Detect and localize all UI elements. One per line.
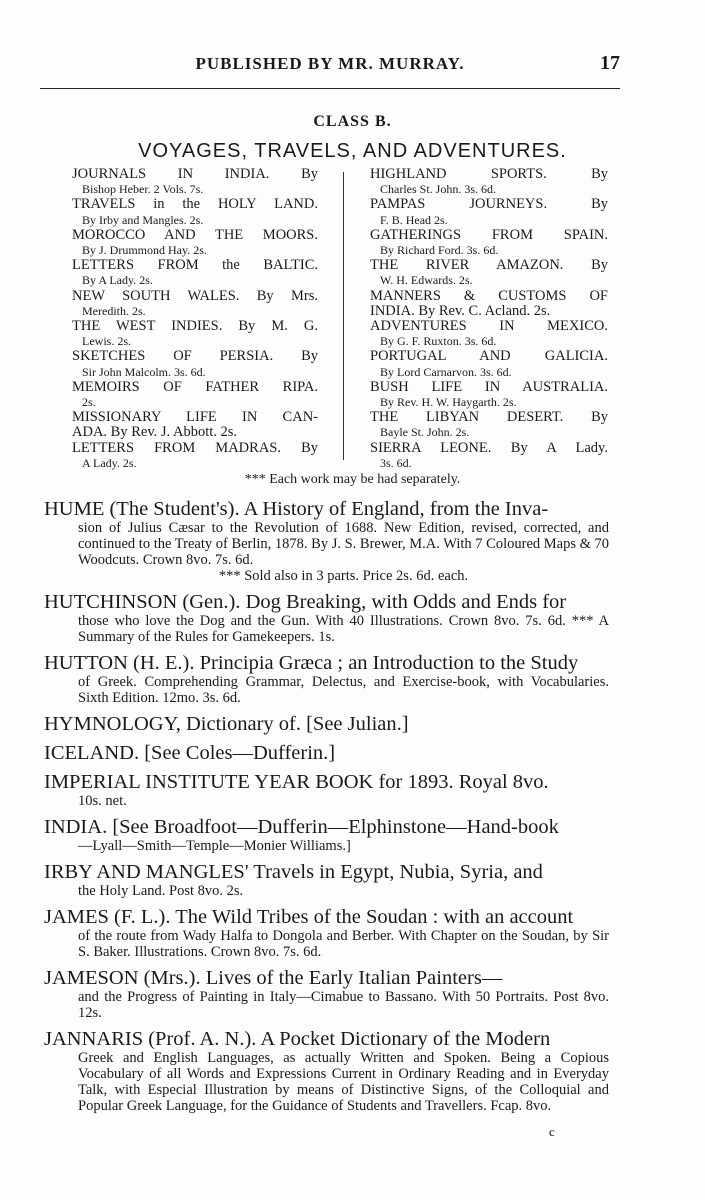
entry-heading: [44, 742, 609, 764]
catalogue-entry: [44, 1028, 609, 1114]
entry-heading: [44, 498, 609, 520]
catalogue-entry: [44, 713, 609, 735]
entry-description: the Holy Land. Post 8vo. 2s.: [78, 883, 244, 899]
entry-description: 10s. net.: [78, 793, 127, 809]
entry-description: those who love the Dog and the Gun. With 40 Illustrations. Crown 8vo. 7s. 6d. *** A Summary of the Rules for Gamekeepers. 1s.: [78, 613, 609, 645]
entry-name: HUME (The Student's).: [44, 498, 240, 520]
catalogue-item: [370, 228, 608, 258]
entry-heading: [44, 816, 609, 838]
catalogue-item: [72, 197, 318, 227]
item-title: HIGHLAND SPORTS. By: [370, 166, 608, 182]
catalogue-item: [370, 258, 608, 288]
item-author-price: By Richard Ford. 3s. 6d.: [380, 243, 499, 258]
entry-title: A History of England, from the Inva-: [243, 498, 549, 520]
entry-description: Greek and English Languages, as actually Written and Spoken. Being a Copious Vocabulary of all Words and Expressions Current in Ordinary Reading and in Everyday Talk, with Especial Illustration by means of Distinctive Signs, of the Colloquial and Popular Greek Language, for the Guidance of Students and Travellers. Fcap. 8vo.: [78, 1050, 609, 1114]
entry-name: HYMNOLOGY, Dictionary of.: [44, 713, 301, 735]
entry-heading: [44, 652, 609, 674]
catalogue-entry: [44, 816, 609, 854]
entry-heading: [44, 1028, 609, 1050]
section-title: VOYAGES, TRAVELS, AND ADVENTURES.: [138, 140, 567, 162]
entry-description: —Lyall—Smith—Temple—Monier Williams.]: [78, 838, 351, 854]
entry-heading: [44, 771, 609, 793]
entry-title: [See Broadfoot—Dufferin—Elphinstone—Hand-book: [112, 816, 559, 838]
catalogue-entry: [44, 742, 609, 764]
item-author-price: Sir John Malcolm. 3s. 6d.: [82, 364, 206, 379]
item-title: THE RIVER AMAZON. By: [370, 257, 608, 274]
item-title: PORTUGAL AND GALICIA.: [370, 348, 608, 365]
catalogue-entry: [44, 861, 609, 899]
entry-title: for 1893. Royal 8vo.: [378, 771, 549, 793]
corner-mark: c: [549, 1124, 555, 1139]
item-title: SKETCHES OF PERSIA. By: [72, 348, 318, 365]
item-title-continued: ADA. By Rev. J. Abbott. 2s.: [72, 424, 238, 441]
item-author-price: Bayle St. John. 2s.: [380, 425, 470, 440]
right-column: [370, 167, 608, 471]
catalogue-item: [72, 289, 318, 319]
item-title: MEMOIRS OF FATHER RIPA.: [72, 378, 318, 395]
entry-title: Travels in Egypt, Nubia, Syria, and: [253, 861, 543, 883]
item-author-price: By G. F. Ruxton. 3s. 6d.: [380, 334, 497, 349]
catalogue-entry: [44, 771, 609, 809]
page-number: 17: [600, 52, 620, 74]
entry-title: Lives of the Early Italian Painters—: [205, 967, 503, 989]
item-author-price: Charles St. John. 3s. 6d.: [380, 182, 497, 197]
item-title: JOURNALS IN INDIA. By: [72, 166, 318, 182]
entry-description: sion of Julius Cæsar to the Revolution of 1688. New Edition, revised, corrected, and continued to the Treaty of Berlin, 1878. By J. S. Brewer, M.A. With 7 Coloured Maps & 70 Woodcuts. Crown 8vo. 7s. 6d.: [78, 520, 610, 568]
item-title: NEW SOUTH WALES. By Mrs.: [72, 287, 318, 304]
item-author-price: W. H. Edwards. 2s.: [380, 273, 473, 288]
entry-heading: [44, 713, 609, 735]
item-author-price: Meredith. 2s.: [82, 303, 146, 318]
item-author-price: By Lord Carnarvon. 3s. 6d.: [380, 364, 512, 379]
item-title: THE LIBYAN DESERT. By: [370, 409, 608, 426]
item-title: TRAVELS in the HOLY LAND.: [72, 196, 318, 213]
item-title: GATHERINGS FROM SPAIN.: [370, 226, 608, 243]
item-title: SIERRA LEONE. By A Lady.: [370, 439, 608, 456]
item-title-continued: INDIA. By Rev. C. Acland. 2s.: [370, 302, 551, 319]
entry-heading: [44, 591, 609, 613]
entry-name: INDIA.: [44, 816, 108, 838]
catalogue-item: [72, 167, 318, 197]
catalogue-entries: [44, 498, 609, 1121]
entry-title: The Wild Tribes of the Soudan : with an account: [175, 906, 574, 928]
entry-heading: [44, 967, 609, 989]
item-title: MOROCCO AND THE MOORS.: [72, 226, 318, 243]
catalogue-item: [370, 167, 608, 197]
catalogue-item: [370, 197, 608, 227]
entry-note: *** Sold also in 3 parts. Price 2s. 6d. each.: [218, 568, 469, 584]
running-title: PUBLISHED BY MR. MURRAY.: [195, 54, 465, 73]
entry-name: IMPERIAL INSTITUTE YEAR BOOK: [44, 771, 374, 793]
catalogue-item: [72, 349, 318, 379]
catalogue-item: [72, 441, 318, 471]
catalogue-item: [370, 410, 608, 440]
item-title: THE WEST INDIES. By M. G.: [72, 318, 318, 335]
entry-name: JAMESON (Mrs.).: [44, 967, 201, 989]
catalogue-item: [72, 258, 318, 288]
item-author-price: By Rev. H. W. Haygarth. 2s.: [380, 395, 517, 410]
item-title: MANNERS & CUSTOMS OF: [370, 287, 608, 304]
catalogue-item: [370, 349, 608, 379]
entry-title: Dog Breaking, with Odds and Ends for: [245, 591, 567, 613]
catalogue-entry: [44, 498, 609, 584]
item-title: BUSH LIFE IN AUSTRALIA.: [370, 378, 608, 395]
class-title: CLASS B.: [313, 113, 392, 130]
entry-heading: [44, 906, 609, 928]
entry-heading: [44, 861, 609, 883]
entry-description: and the Progress of Painting in Italy—Cimabue to Bassano. With 50 Portraits. Post 8vo. 12s.: [78, 989, 609, 1021]
item-author-price: 2s.: [82, 395, 96, 410]
item-title: LETTERS FROM MADRAS. By: [72, 439, 318, 456]
entry-title: [See Coles—Dufferin.]: [144, 742, 336, 764]
entry-name: HUTCHINSON (Gen.).: [44, 591, 241, 613]
entry-title: A Pocket Dictionary of the Modern: [260, 1028, 551, 1050]
separate-note: *** Each work may be had separately.: [244, 472, 461, 487]
entry-name: IRBY AND MANGLES': [44, 861, 249, 883]
page-header: [40, 54, 620, 80]
item-author-price: By A Lady. 2s.: [82, 273, 153, 288]
header-rule: [40, 88, 620, 89]
catalogue-item: [72, 410, 318, 440]
column-divider: [343, 172, 344, 460]
entry-title: Principia Græca ; an Introduction to the Study: [199, 652, 579, 674]
catalogue-item: [370, 289, 608, 319]
item-title: LETTERS FROM the BALTIC.: [72, 257, 318, 274]
catalogue-entry: [44, 967, 609, 1021]
catalogue-item: [370, 380, 608, 410]
catalogue-item: [370, 319, 608, 349]
item-author-price: Bishop Heber. 2 Vols. 7s.: [82, 182, 204, 197]
item-title: PAMPAS JOURNEYS. By: [370, 196, 608, 213]
catalogue-item: [370, 441, 608, 471]
catalogue-entry: [44, 591, 609, 645]
entry-name: HUTTON (H. E.).: [44, 652, 195, 674]
catalogue-item: [72, 319, 318, 349]
item-author-price: Lewis. 2s.: [82, 334, 131, 349]
entry-title: [See Julian.]: [306, 713, 409, 735]
catalogue-item: [72, 380, 318, 410]
catalogue-item: [72, 228, 318, 258]
item-author-price: By Irby and Mangles. 2s.: [82, 212, 204, 227]
entry-name: JANNARIS (Prof. A. N.).: [44, 1028, 257, 1050]
entry-name: JAMES (F. L.).: [44, 906, 171, 928]
item-title: MISSIONARY LIFE IN CAN-: [72, 409, 318, 426]
item-author-price: A Lady. 2s.: [82, 455, 137, 470]
catalogue-entry: [44, 652, 609, 706]
catalogue-entry: [44, 906, 609, 960]
entry-description: of the route from Wady Halfa to Dongola and Berber. With Chapter on the Soudan, by Sir S. Baker. Illustrations. Crown 8vo. 7s. 6d.: [78, 928, 609, 960]
entry-name: ICELAND.: [44, 742, 140, 764]
entry-description: of Greek. Comprehending Grammar, Delectus, and Exercise-book, with Vocabularies. Sixth Edition. 12mo. 3s. 6d.: [78, 674, 609, 706]
item-author-price: By J. Drummond Hay. 2s.: [82, 243, 207, 258]
item-author-price: 3s. 6d.: [380, 455, 412, 470]
item-author-price: F. B. Head 2s.: [380, 212, 448, 227]
item-title: ADVENTURES IN MEXICO.: [370, 318, 608, 335]
left-column: [72, 167, 318, 471]
